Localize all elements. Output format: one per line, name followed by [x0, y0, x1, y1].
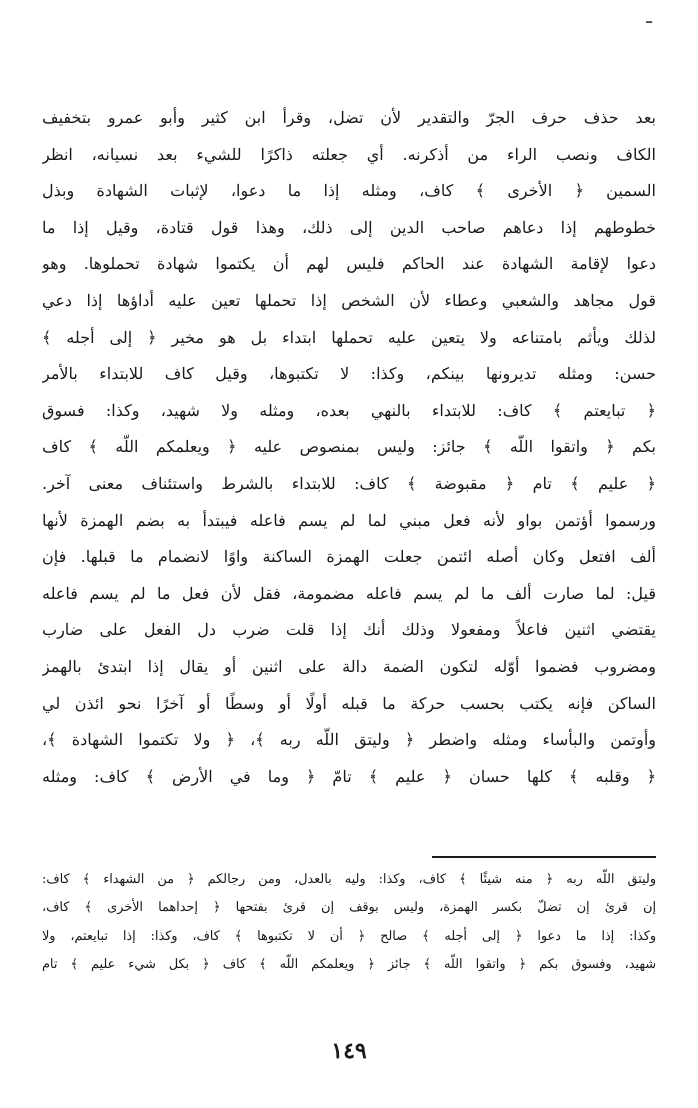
footnote-line: شهيد، وفسوق بكم ﴿ واتقوا اللّه ﴾ جائز ﴿ ويعلمكم اللّه ﴾ كاف ﴿ بكل شيء عليم ﴾ تام: [42, 957, 656, 973]
main-line: دعوا لإقامة الشهادة عند الحاكم فليس لهم أن يكتموا شهادة تحملوها. وهو: [42, 254, 656, 274]
footnote-divider: [432, 856, 656, 858]
main-text-body: [42, 100, 656, 795]
page-number: ١٤٩: [331, 1038, 367, 1064]
main-line: الساكن فإنه يكتب بحسب حركة ما قبله أولًا أو وسطًا أو آخرًا نحو ائذن لي: [42, 693, 656, 713]
main-line: خطوطهم إذا دعاهم صاحب الدين إلى ذلك، وهذا قول قتادة، وقيل إذا ما: [42, 217, 656, 237]
main-line: قول مجاهد والشعبي وعطاء لأن الشخص إذا تحملها تعين عليه أداؤها إذا دعي: [42, 290, 656, 310]
main-line: ﴿ وقلبه ﴾ كلها حسان ﴿ عليم ﴾ تامّ ﴿ وما في الأرض ﴾ كاف: ومثله: [42, 766, 656, 786]
main-line: حسن: ومثله تديرونها بينكم، وكذا: لا تكتبوها، وقيل كاف للابتداء بالأمر: [42, 364, 656, 384]
main-line: السمين ﴿ الأخرى ﴾ كاف، ومثله إذا ما دعوا، لإثبات الشهادة وبذل: [42, 181, 656, 201]
main-line: بعد حذف حرف الجرّ والتقدير لأن تضل، وقرأ ابن كثير وأبو عمرو بتخفيف: [42, 108, 656, 127]
footnotes: [42, 866, 656, 980]
main-line: بكم ﴿ واتقوا اللّه ﴾ جائز: وليس بمنصوص عليه ﴿ ويعلمكم اللّه ﴾ كاف: [42, 437, 656, 457]
main-line: ورسموا أؤتمن بواو لأنه فعل مبني لما لم يسم فاعله فيبتدأ به بضم الهمزة لأنها: [42, 510, 656, 530]
main-line: ﴿ عليم ﴾ تام ﴿ مقبوضة ﴾ كاف: للابتداء بالشرط واستئناف معنى آخر.: [42, 473, 656, 493]
footnote-line: إن قرئ إن تضلّ بكسر الهمزة، وليس بوقف إن قرئ بفتحها ﴿ إحداهما الأخرى ﴾ كاف،: [42, 900, 656, 916]
main-line: ﴿ تبايعتم ﴾ كاف: للابتداء بالنهي بعده، ومثله ولا شهيد، وكذا: فسوق: [42, 400, 656, 420]
main-line: ألف افتعل وكان أصله ائتمن جعلت الهمزة الساكنة واوًا لانضمام ما قبلها. فإن: [42, 547, 656, 567]
main-line: الكاف ونصب الراء من أذكرنه. أي جعلته ذاكرًا للشيء بعد نسيانه، انظر: [42, 144, 656, 164]
main-line: وأوتمن والبأساء ومثله واضطر ﴿ وليتق اللّه ربه ﴾، ﴿ ولا تكتموا الشهادة ﴾،: [42, 730, 656, 750]
main-line: قيل: لما صارت ألف ما لم يسم فاعله مضمومة، فقل لأن فعل ما لم يسم فاعله: [42, 583, 656, 603]
top-mark: ـ: [646, 4, 652, 28]
footnote-line: وكذا: إذا ما دعوا ﴿ إلى أجله ﴾ صالح ﴿ أن لا تكتبوها ﴾ كاف، وكذا: إذا تبايعتم، ولا: [42, 928, 656, 944]
main-line: لذلك ويأثم بامتناعه ولا يتعين عليه تحملها ابتداء بل هو مخير ﴿ إلى أجله ﴾: [42, 327, 656, 347]
main-line: يقتضي اثنين فاعلاً ومفعولا وذلك أنك إذا قلت ضرب دل الفعل على ضارب: [42, 620, 656, 640]
main-line: ومضروب فضموا أوّله لتكون الضمة دالة على اثنين أو يقال إذا ابتدئ بالهمز: [42, 656, 656, 676]
footnote-line: وليتق اللّه ربه ﴿ منه شيئًا ﴾ كاف، وكذا: وليه بالعدل، ومن رجالكم ﴿ من الشهداء ﴾ كاف:: [42, 872, 656, 887]
